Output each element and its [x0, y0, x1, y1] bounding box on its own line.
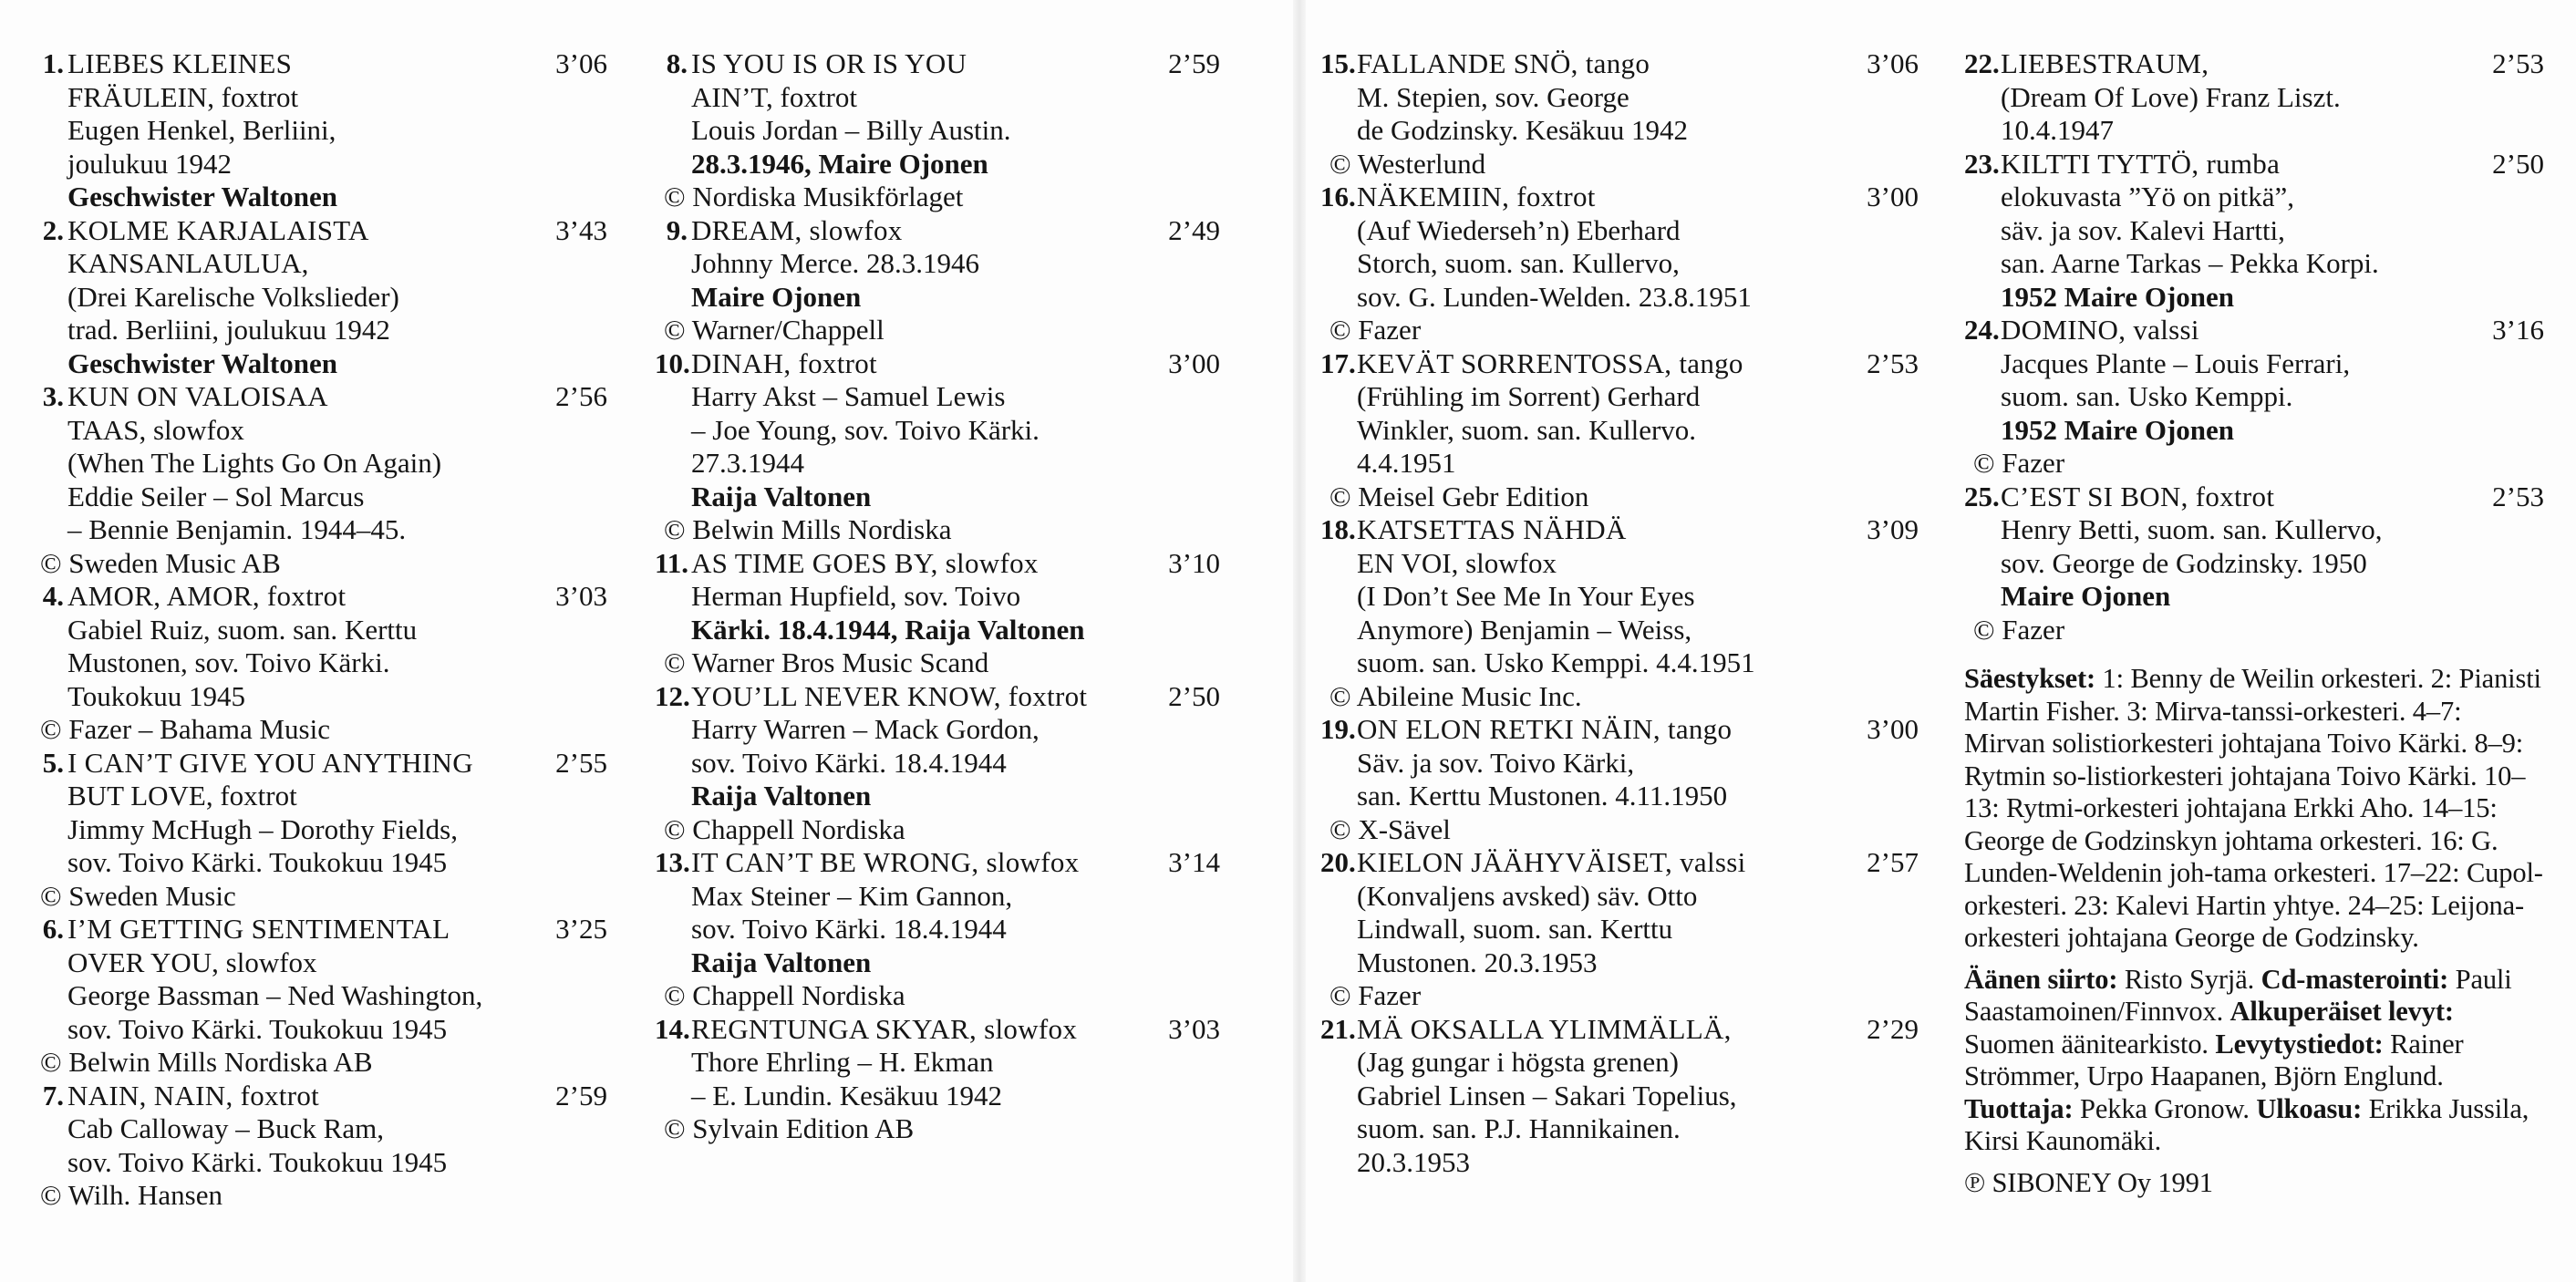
track-duration: 3’03 [1168, 1012, 1220, 1045]
track-title: LIEBES KLEINES [67, 47, 293, 79]
track-duration: 2’53 [2492, 480, 2544, 512]
track-info-line: TAAS, slowfox [67, 413, 244, 446]
track-entry [655, 214, 1220, 347]
track-duration: 2’55 [555, 746, 607, 779]
track-entry [1320, 47, 1919, 181]
track-info-line: Max Steiner – Kim Gannon, [691, 879, 1013, 912]
track-entry [31, 1080, 607, 1213]
track-title: MÄ OKSALLA YLIMMÄLLÄ, [1357, 1012, 1732, 1045]
track-publisher: © Fazer [1973, 613, 2065, 646]
track-publisher: © Warner Bros Music Scand [664, 646, 989, 678]
track-number: 10. [655, 346, 690, 379]
track-info-line: 27.3.1944 [691, 447, 804, 479]
track-entry [1964, 47, 2544, 148]
track-artist: Raija Valtonen [691, 780, 872, 812]
track-info-line: BUT LOVE, foxtrot [67, 780, 297, 812]
track-number: 21. [1320, 1012, 1356, 1045]
track-entry [1964, 481, 2544, 647]
track-duration: 2’49 [1168, 213, 1220, 246]
track-info-line: Thore Ehrling – H. Ekman [691, 1046, 994, 1078]
track-info-line: Harry Warren – Mack Gordon, [691, 713, 1040, 745]
track-title: AS TIME GOES BY, slowfox [691, 546, 1039, 579]
track-info-line: san. Aarne Tarkas – Pekka Korpi. [2001, 247, 2379, 279]
track-number: 13. [655, 846, 690, 878]
track-duration: 2’50 [2492, 147, 2544, 180]
track-duration: 2’29 [1867, 1012, 1919, 1045]
track-info-line: Anymore) Benjamin – Weiss, [1357, 613, 1692, 646]
track-info-line: sov. Toivo Kärki. 18.4.1944 [691, 746, 1007, 779]
track-info-line: joulukuu 1942 [67, 147, 232, 180]
track-title: KEVÄT SORRENTOSSA, tango [1357, 346, 1743, 379]
track-info-line: suom. san. Usko Kemppi. [2001, 380, 2293, 412]
track-info-line: Eugen Henkel, Berliini, [67, 114, 336, 146]
track-title: ON ELON RETKI NÄIN, tango [1357, 713, 1733, 745]
track-number: 7. [42, 1079, 64, 1111]
track-info-line: (Dream Of Love) Franz Liszt. [2001, 80, 2341, 113]
track-info-line: George Bassman – Ned Washington, [67, 979, 483, 1011]
track-duration: 3’09 [1867, 513, 1919, 545]
track-column-2 [655, 47, 1220, 1146]
phonogram-copyright: ℗ SIBONEY Oy 1991 [1964, 1166, 2213, 1198]
track-artist: 1952 Maire Ojonen [2001, 413, 2235, 446]
track-duration: 3’25 [555, 913, 607, 945]
track-number: 19. [1320, 713, 1356, 745]
track-info-line: (Frühling im Sorrent) Gerhard [1357, 380, 1701, 412]
track-publisher: © Westerlund [1329, 147, 1486, 180]
track-info-line: san. Kerttu Mustonen. 4.11.1950 [1357, 780, 1728, 812]
track-title: KOLME KARJALAISTA [67, 213, 369, 246]
arrangements-text: 1: Benny de Weilin orkesteri. 2: Pianisti Martin Fisher. 3: Mirva-tanssi-orkesteri. 4–7: Mirvan solistiorkesteri johtajana Toivo Kärki. 8–9: Rytmin so-listiorkesteri johtajana Toivo Kärki. 10–13: Rytmi-orkesteri johtajana Erkki Aho. 14–15: George de Godzinskyn johtama orkesteri. 16: G. Lunden-Weldenin joh-tama orkesteri. 17–22: Cupol-orkesteri. 23: Kalevi Hartin yhtye. 24–25: Leijona-orkesteri johtajana George de Godzinsky. [1964, 663, 2543, 953]
track-duration: 2’59 [1168, 47, 1220, 79]
track-title: AMOR, AMOR, foxtrot [67, 580, 347, 612]
track-duration: 3’03 [555, 580, 607, 612]
track-publisher: © Chappell Nordiska [664, 812, 905, 845]
track-duration: 3’16 [2492, 314, 2544, 346]
track-entry [31, 47, 607, 214]
arrangements-label: Säestykset: [1964, 663, 2096, 694]
track-info-line: (Drei Karelische Volkslieder) [67, 280, 399, 313]
track-info-line: Gabiel Ruiz, suom. san. Kerttu [67, 613, 418, 646]
credit-label: Alkuperäiset levyt: [2229, 996, 2454, 1027]
track-number: 6. [42, 913, 64, 945]
track-info-line: – E. Lundin. Kesäkuu 1942 [691, 1079, 1002, 1111]
track-info-line: (When The Lights Go On Again) [67, 447, 442, 479]
track-publisher: © Sweden Music [40, 879, 236, 912]
track-number: 20. [1320, 846, 1356, 878]
track-entry [655, 1013, 1220, 1146]
track-info-line: FRÄULEIN, foxtrot [67, 80, 299, 113]
track-info-line: trad. Berliini, joulukuu 1942 [67, 314, 390, 346]
track-info-line: sov. Toivo Kärki. Toukokuu 1945 [67, 1145, 448, 1178]
track-number: 23. [1964, 147, 2000, 180]
track-publisher: © X-Sävel [1329, 812, 1451, 845]
track-info-line: Harry Akst – Samuel Lewis [691, 380, 1006, 412]
track-artist: Maire Ojonen [691, 280, 862, 313]
credit-text: Pekka Gronow. [2080, 1092, 2250, 1124]
credit-label: Äänen siirto: [1964, 963, 2118, 995]
track-entry [31, 747, 607, 914]
track-info-line: suom. san. P.J. Hannikainen. [1357, 1112, 1681, 1144]
track-info-line: (Jag gungar i högsta grenen) [1357, 1046, 1679, 1078]
track-info-line: 10.4.1947 [2001, 114, 2114, 146]
track-info-line: sov. G. Lunden-Welden. 23.8.1951 [1357, 280, 1752, 313]
track-info-line: sov. George de Godzinsky. 1950 [2001, 546, 2367, 579]
track-info-line: Cab Calloway – Buck Ram, [67, 1112, 384, 1144]
track-title: I CAN’T GIVE YOU ANYTHING [67, 746, 473, 779]
track-artist: Geschwister Waltonen [67, 181, 337, 212]
track-title: YOU’LL NEVER KNOW, foxtrot [691, 679, 1088, 712]
track-duration: 3’00 [1867, 713, 1919, 745]
track-info-line: sov. Toivo Kärki. 18.4.1944 [691, 913, 1007, 945]
track-publisher: © Fazer [1329, 979, 1422, 1011]
track-info-line: – Bennie Benjamin. 1944–45. [67, 513, 407, 545]
track-publisher: © Sylvain Edition AB [664, 1112, 915, 1144]
credit-text: Suomen äänitearkisto. [1964, 1028, 2209, 1060]
track-info-line: Säv. ja sov. Toivo Kärki, [1357, 746, 1635, 779]
track-number: 5. [42, 746, 64, 779]
track-publisher: © Fazer [1329, 314, 1422, 346]
track-info-line: 20.3.1953 [1357, 1145, 1470, 1178]
track-entry [1320, 713, 1919, 846]
track-title: LIEBESTRAUM, [2001, 47, 2209, 79]
liner-notes [1964, 663, 2544, 1199]
credit-label: Levytystiedot: [2215, 1028, 2384, 1060]
track-entry [1320, 1013, 1919, 1180]
track-number: 18. [1320, 513, 1356, 545]
track-title: IS YOU IS OR IS YOU [691, 47, 967, 79]
track-number: 2. [42, 213, 64, 246]
track-title: I’M GETTING SENTIMENTAL [67, 913, 450, 945]
track-title: REGNTUNGA SKYAR, slowfox [691, 1012, 1078, 1045]
track-info-line: (Konvaljens avsked) säv. Otto [1357, 879, 1698, 912]
track-title: NAIN, NAIN, foxtrot [67, 1079, 320, 1111]
track-column-3 [1320, 47, 1919, 1179]
track-publisher: © Sweden Music AB [40, 546, 281, 579]
track-info-line: Storch, suom. san. Kullervo, [1357, 247, 1680, 279]
track-duration: 3’10 [1168, 546, 1220, 579]
track-column-4 [1964, 47, 2544, 1199]
track-duration: 2’56 [555, 380, 607, 412]
track-duration: 2’50 [1168, 679, 1220, 712]
track-title: KILTTI TYTTÖ, rumba [2001, 147, 2281, 180]
track-info-line: EN VOI, slowfox [1357, 546, 1557, 579]
track-info-line: Winkler, suom. san. Kullervo. [1357, 413, 1697, 446]
track-number: 9. [666, 213, 688, 246]
track-duration: 2’53 [2492, 47, 2544, 79]
track-title: FALLANDE SNÖ, tango [1357, 47, 1650, 79]
track-info-line: (Auf Wiederseh’n) Eberhard [1357, 213, 1681, 246]
track-entry [655, 547, 1220, 680]
track-publisher: © Belwin Mills Nordiska [664, 513, 952, 545]
track-duration: 2’59 [555, 1079, 607, 1111]
track-entry [1964, 148, 2544, 315]
track-info-line: sov. Toivo Kärki. Toukokuu 1945 [67, 1012, 448, 1045]
track-publisher: © Meisel Gebr Edition [1329, 480, 1589, 512]
track-duration: 3’43 [555, 213, 607, 246]
track-info-line: säv. ja sov. Kalevi Hartti, [2001, 213, 2285, 246]
track-number: 4. [42, 580, 64, 612]
track-entry [655, 347, 1220, 547]
track-number: 24. [1964, 314, 2000, 346]
track-number: 11. [655, 546, 689, 579]
track-entry [1964, 314, 2544, 481]
track-duration: 3’00 [1168, 346, 1220, 379]
track-artist: Raija Valtonen [691, 946, 872, 978]
track-entry [655, 846, 1220, 1013]
track-title: DINAH, foxtrot [691, 346, 877, 379]
track-entry [1320, 846, 1919, 1013]
track-artist: Kärki. 18.4.1944, Raija Valtonen [691, 613, 1085, 646]
track-info-line: 4.4.1951 [1357, 447, 1456, 479]
booklet-fold [1293, 0, 1306, 1282]
track-entry [1320, 347, 1919, 514]
track-info-line: – Joe Young, sov. Toivo Kärki. [691, 413, 1040, 446]
track-info-line: (I Don’t See Me In Your Eyes [1357, 580, 1695, 612]
track-duration: 3’06 [555, 47, 607, 79]
track-publisher: © Fazer – Bahama Music [40, 713, 330, 745]
track-info-line: KANSANLAULUA, [67, 247, 309, 279]
track-title: DOMINO, valssi [2001, 314, 2199, 346]
track-info-line: Louis Jordan – Billy Austin. [691, 114, 1011, 146]
track-info-line: de Godzinsky. Kesäkuu 1942 [1357, 114, 1689, 146]
track-entry [31, 913, 607, 1080]
track-info-line: elokuvasta ”Yö on pitkä”, [2001, 181, 2294, 212]
track-entry [655, 680, 1220, 847]
track-number: 14. [655, 1012, 690, 1045]
track-entry [31, 580, 607, 747]
track-info-line: Mustonen. 20.3.1953 [1357, 946, 1598, 978]
track-title: C’EST SI BON, foxtrot [2001, 480, 2275, 512]
track-entry [1320, 181, 1919, 347]
track-number: 22. [1964, 47, 2000, 79]
track-artist: Geschwister Waltonen [67, 346, 337, 379]
track-info-line: Lindwall, suom. san. Kerttu [1357, 913, 1673, 945]
track-artist: 1952 Maire Ojonen [2001, 280, 2235, 313]
track-info-line: Jimmy McHugh – Dorothy Fields, [67, 812, 458, 845]
track-publisher: © Chappell Nordiska [664, 979, 905, 1011]
credit-label: Cd-masterointi: [2260, 963, 2449, 995]
credit-label: Tuottaja: [1964, 1092, 2074, 1124]
track-duration: 2’53 [1867, 346, 1919, 379]
credits-paragraph [1964, 964, 2544, 1158]
credit-text: Erikka Jussila, Kirsi Kaunomäki. [1964, 1092, 2529, 1156]
arrangements-paragraph [1964, 663, 2544, 955]
track-entry [655, 47, 1220, 214]
track-number: 12. [655, 679, 690, 712]
track-info-line: Eddie Seiler – Sol Marcus [67, 480, 365, 512]
track-entry [31, 380, 607, 580]
track-number: 17. [1320, 346, 1356, 379]
track-publisher: © Fazer [1973, 447, 2065, 479]
track-info-line: sov. Toivo Kärki. Toukokuu 1945 [67, 846, 448, 878]
track-publisher: © Abileine Music Inc. [1329, 679, 1582, 712]
track-info-line: Gabriel Linsen – Sakari Topelius, [1357, 1079, 1737, 1111]
track-info-line: Henry Betti, suom. san. Kullervo, [2001, 513, 2383, 545]
track-duration: 3’00 [1867, 181, 1919, 212]
track-info-line: AIN’T, foxtrot [691, 80, 857, 113]
track-artist: Raija Valtonen [691, 480, 872, 512]
track-column-1 [31, 47, 607, 1213]
track-title: KUN ON VALOISAA [67, 380, 328, 412]
track-title: KATSETTAS NÄHDÄ [1357, 513, 1627, 545]
track-artist: Maire Ojonen [2001, 580, 2171, 612]
track-duration: 2’57 [1867, 846, 1919, 878]
track-publisher: © Belwin Mills Nordiska AB [40, 1046, 373, 1078]
track-publisher: © Wilh. Hansen [40, 1179, 222, 1211]
track-info-line: Toukokuu 1945 [67, 679, 246, 712]
track-entry [31, 214, 607, 381]
track-artist: 28.3.1946, Maire Ojonen [691, 147, 988, 180]
track-publisher: © Warner/Chappell [664, 314, 885, 346]
track-title: KIELON JÄÄHYVÄISET, valssi [1357, 846, 1746, 878]
track-title: DREAM, slowfox [691, 213, 903, 246]
track-number: 16. [1320, 181, 1356, 212]
track-info-line: Johnny Merce. 28.3.1946 [691, 247, 979, 279]
track-info-line: suom. san. Usko Kemppi. 4.4.1951 [1357, 646, 1755, 678]
track-number: 1. [42, 47, 64, 79]
credit-text: Rainer Strömmer, Urpo Haapanen, Björn Englund. [1964, 1028, 2464, 1091]
track-info-line: Mustonen, sov. Toivo Kärki. [67, 646, 390, 678]
track-duration: 3’06 [1867, 47, 1919, 79]
track-entry [1320, 513, 1919, 713]
track-number: 25. [1964, 480, 2000, 512]
track-info-line: M. Stepien, sov. George [1357, 80, 1629, 113]
credit-label: Ulkoasu: [2256, 1092, 2363, 1124]
credit-text: Risto Syrjä. [2124, 963, 2255, 995]
track-info-line: Herman Hupfield, sov. Toivo [691, 580, 1021, 612]
track-number: 8. [666, 47, 688, 79]
credit-text: Pauli Saastamoinen/Finnvox. [1964, 963, 2512, 1027]
track-info-line: Jacques Plante – Louis Ferrari, [2001, 346, 2351, 379]
track-info-line: OVER YOU, slowfox [67, 946, 317, 978]
track-publisher: © Nordiska Musikförlaget [664, 181, 964, 212]
liner-notes-holder [1964, 663, 2544, 1199]
track-number: 15. [1320, 47, 1356, 79]
track-duration: 3’14 [1168, 846, 1220, 878]
track-number: 3. [42, 380, 64, 412]
track-title: NÄKEMIIN, foxtrot [1357, 181, 1596, 212]
track-title: IT CAN’T BE WRONG, slowfox [691, 846, 1080, 878]
